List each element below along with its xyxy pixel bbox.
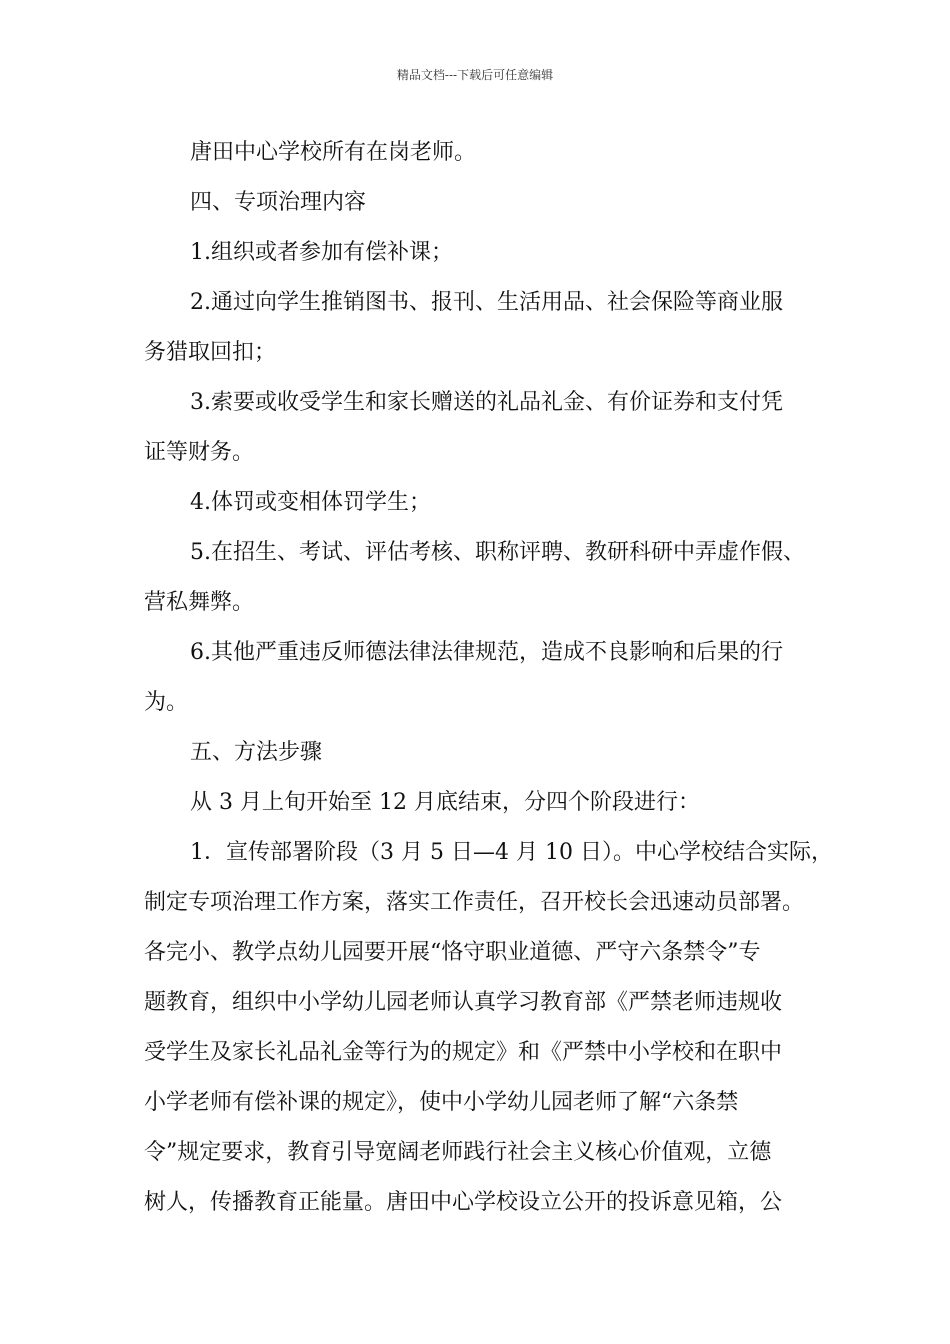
text-line: 树人，传播教育正能量。唐田中心学校设立公开的投诉意见箱，公 xyxy=(144,1190,783,1215)
text-line: 1.组织或者参加有偿补课； xyxy=(190,240,453,265)
text-line: 制定专项治理工作方案，落实工作责任，召开校长会迅速动员部署。 xyxy=(144,890,805,915)
section-heading-5 xyxy=(144,728,824,778)
text-line: 3.索要或收受学生和家长赠送的礼品礼金、有价证券和支付凭 xyxy=(190,390,783,415)
page-header: 精品文档---下载后可任意编辑 xyxy=(396,68,554,82)
paragraph-target-teachers xyxy=(144,128,824,178)
list-item-2 xyxy=(144,278,824,378)
paragraph-schedule xyxy=(144,778,824,828)
text-line: 唐田中心学校所有在岗老师。 xyxy=(190,140,477,165)
text-line: 五、方法步骤 xyxy=(190,740,323,765)
text-line: 5.在招生、考试、评估考核、职称评聘、教研科研中弄虚作假、 xyxy=(190,540,805,565)
text-line: 令”规定要求，教育引导宽阔老师践行社会主义核心价值观，立德 xyxy=(144,1140,772,1165)
text-line: 各完小、教学点幼儿园要开展“恪守职业道德、严守六条禁令”专 xyxy=(144,940,761,965)
text-line: 1．宣传部署阶段（3 月 5 日—4 月 10 日）。中心学校结合实际， xyxy=(190,840,833,865)
list-item-6 xyxy=(144,628,824,728)
text-line: 从 3 月上旬开始至 12 月底结束，分四个阶段进行： xyxy=(190,790,700,815)
text-line: 务猎取回扣； xyxy=(144,340,277,365)
text-line: 营私舞弊。 xyxy=(144,590,255,615)
list-item-4 xyxy=(144,478,824,528)
text-line: 6.其他严重违反师德法律法律规范，造成不良影响和后果的行 xyxy=(190,640,783,665)
document-body xyxy=(144,128,833,1228)
list-item-3 xyxy=(144,378,824,478)
list-item-5 xyxy=(144,528,824,628)
text-line: 四、专项治理内容 xyxy=(190,190,367,215)
text-line: 受学生及家长礼品礼金等行为的规定》和《严禁中小学校和在职中 xyxy=(144,1040,783,1065)
text-line: 题教育，组织中小学幼儿园老师认真学习教育部《严禁老师违规收 xyxy=(144,990,783,1015)
text-line: 为。 xyxy=(144,690,189,715)
list-item-1 xyxy=(144,228,824,278)
paragraph-phase-1 xyxy=(144,828,833,1228)
section-heading-4 xyxy=(144,178,824,228)
text-line: 小学老师有偿补课的规定》，使中小学幼儿园老师了解“六条禁 xyxy=(144,1090,739,1115)
text-line: 4.体罚或变相体罚学生； xyxy=(190,490,431,515)
text-line: 证等财务。 xyxy=(144,440,255,465)
text-line: 2.通过向学生推销图书、报刊、生活用品、社会保险等商业服 xyxy=(190,290,783,315)
